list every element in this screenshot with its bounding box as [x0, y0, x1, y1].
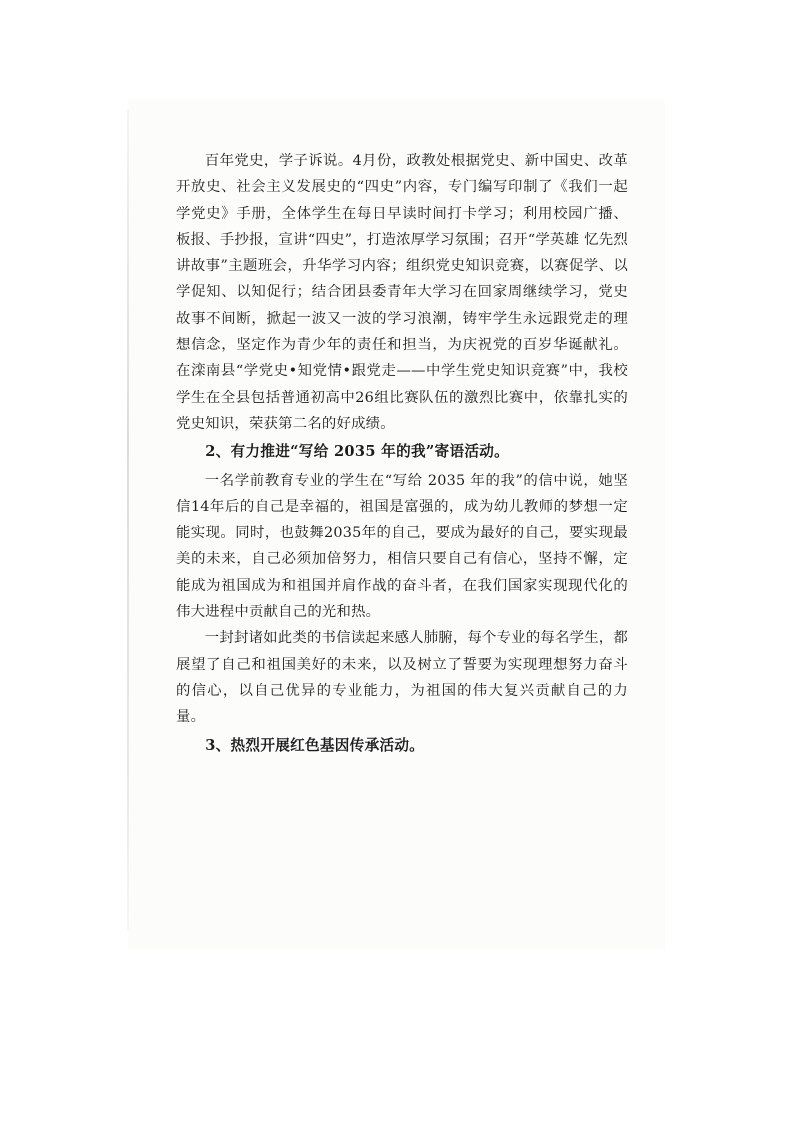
scan-left-edge — [127, 110, 129, 930]
paragraph-letters-summary: 一封封诸如此类的书信读起来感人肺腑，每个专业的每名学生，都展望了自己和祖国美好的未来，以及树立了誓要为实现理想努力奋斗的信心，以自己优异的专业能力，为祖国的伟大复兴贡献自己的力量。 — [176, 630, 628, 726]
document-body — [176, 148, 628, 759]
heading-2035-letters: 2、有力推进“写给 2035 年的我”寄语活动。 — [205, 443, 510, 461]
paragraph-party-history: 百年党史，学子诉说。4月份，政教处根据党史、新中国史、改革开放史、社会主义发展史的“四史”内容，专门编写印制了《我们一起学党史》手册，全体学生在每日早读时间打卡学习；利用校园广播、板报、手抄报，宣讲“四史”，打造浓厚学习氛围；召开“学英雄 忆先烈 讲故事”主题班会，升华学习内容；组织党史知识竞赛，以赛促学、以学促知、以知促行；结合团县委青年大学习在回家周继续学习，党史故事不间断，掀起一波又一波的学习浪潮，铸牢学生永远跟党走的理想信念，坚定作为青少年的责任和担当，为庆祝党的百岁华诞献礼。在滦南县“学党史•知党情•跟党走——中学生党史知识竞赛”中，我校学生在全县包括普通初高中26组比赛队伍的激烈比赛中，依靠扎实的党史知识，荣获第二名的好成绩。 — [176, 153, 628, 432]
heading-red-gene: 3、热烈开展红色基因传承活动。 — [205, 736, 425, 754]
paragraph-student-letter: 一名学前教育专业的学生在“写给 2035 年的我”的信中说，她坚信14年后的自己是幸福的，祖国是富强的，成为幼儿教师的梦想一定能实现。同时，也鼓舞2035年的自己，要成为最好的自己，要实现最美的未来，自己必须加倍努力，相信只要自己有信心，坚持不懈，定能成为祖国成为和祖国并肩作战的奋斗者，在我们国家实现现代化的伟大进程中贡献自己的光和热。 — [176, 472, 628, 621]
